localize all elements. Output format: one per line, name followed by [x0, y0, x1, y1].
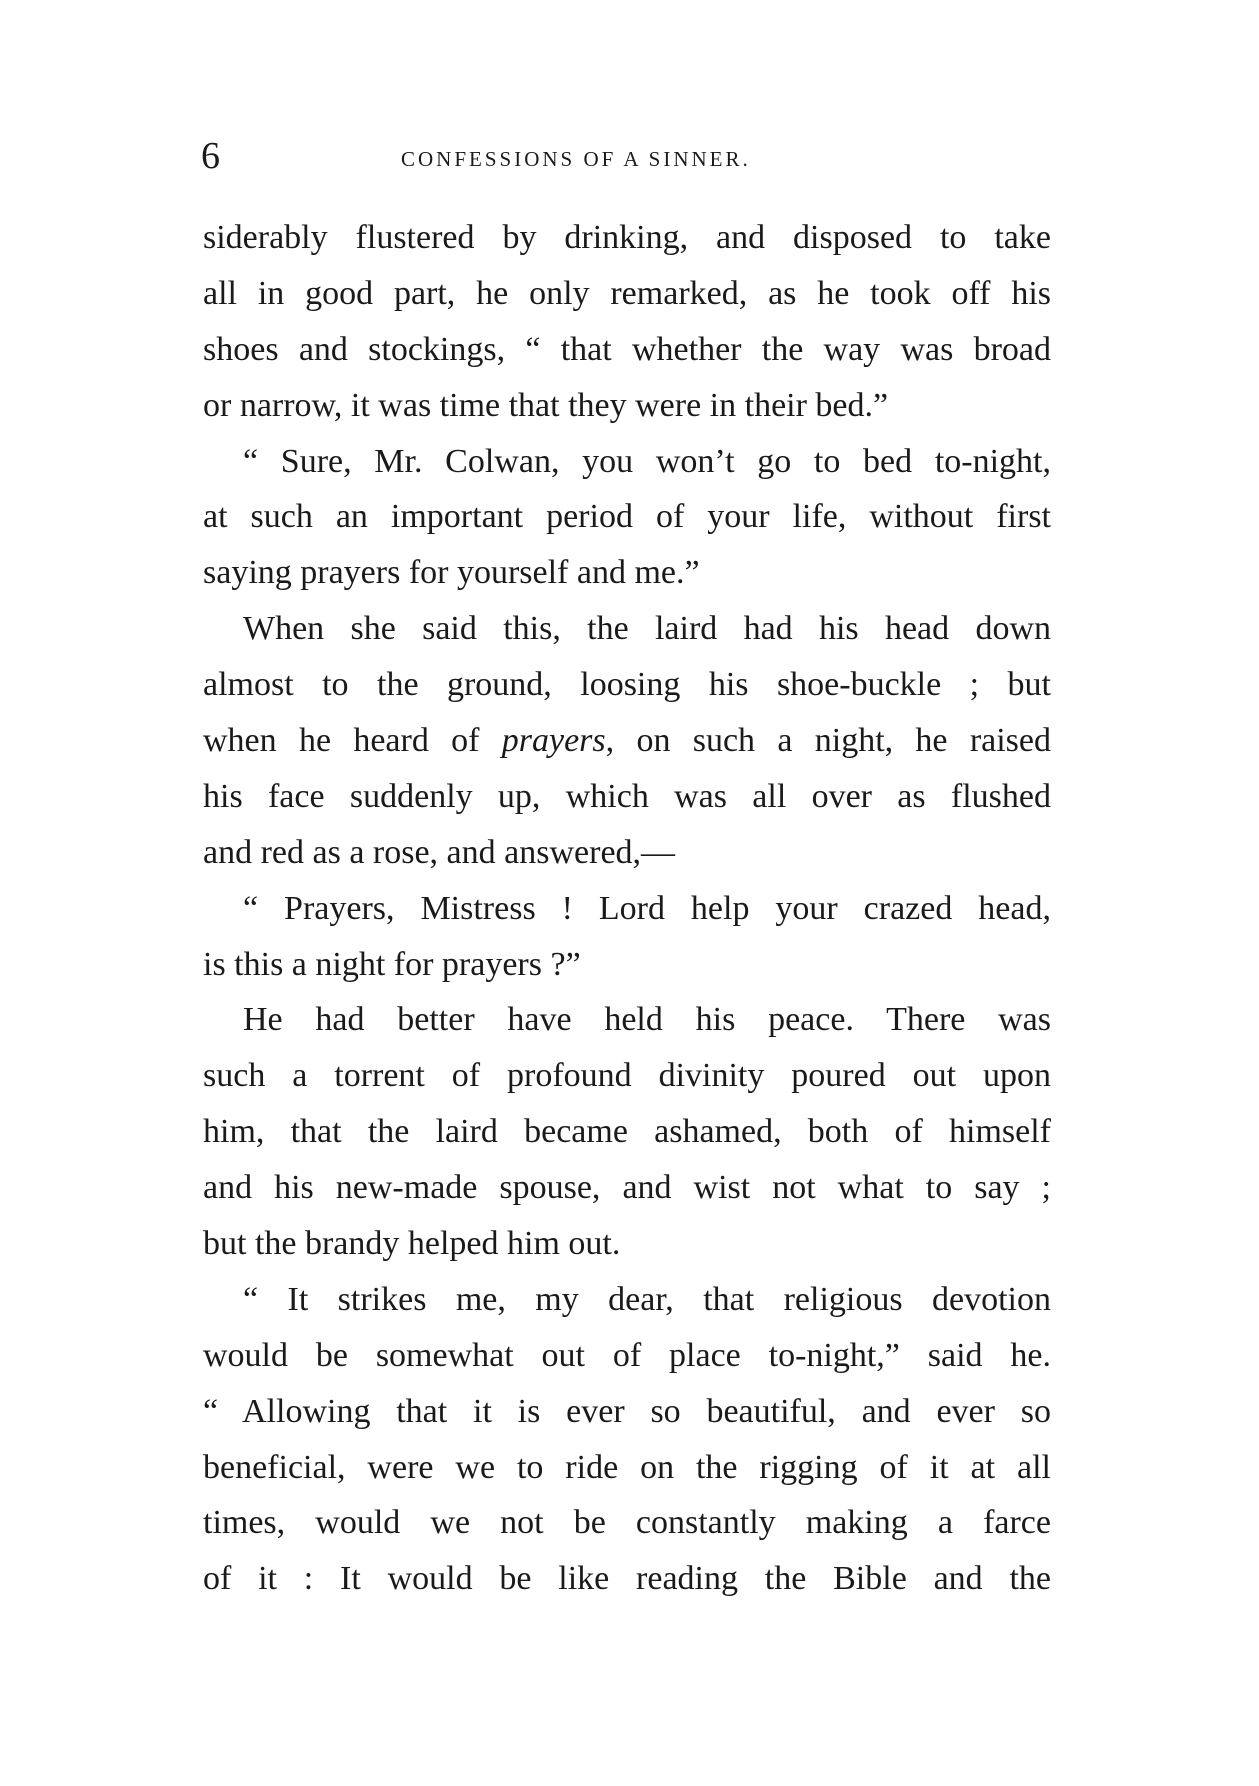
text-line: shoes and stockings, “ that whether the way was broad: [203, 330, 1051, 368]
text-line: him, that the laird became ashamed, both of himself: [203, 1113, 1051, 1151]
text-line: at such an important period of your life, without first: [203, 498, 1051, 536]
text-line: times, would we not be constantly making a farce: [203, 1504, 1051, 1542]
emphasis-text: prayers: [501, 722, 606, 760]
text-line: saying prayers for yourself and me.”: [203, 554, 700, 592]
text-line: would be somewhat out of place to-night,” said he.: [203, 1336, 1051, 1374]
text-line: all in good part, he only remarked, as he took off his: [203, 274, 1051, 312]
text-line: when he heard of prayers, on such a night, he raised: [203, 722, 1051, 760]
text-line: but the brandy helped him out.: [203, 1225, 621, 1263]
running-head: [201, 134, 1048, 184]
page-number: 6: [201, 135, 220, 177]
text-line: siderably flustered by drinking, and disposed to take: [203, 219, 1051, 256]
text-line: “ It strikes me, my dear, that religious devotion: [243, 1280, 1051, 1318]
text-line: “ Allowing that it is ever so beautiful, and ever so: [203, 1392, 1051, 1430]
text-line: such a torrent of profound divinity poured out upon: [203, 1057, 1051, 1095]
body-text: [203, 210, 1051, 1607]
text-line: beneficial, were we to ride on the rigging of it at all: [203, 1448, 1051, 1486]
text-line: his face suddenly up, which was all over as flushed: [203, 777, 1051, 815]
text-line: is this a night for prayers ?”: [203, 945, 581, 983]
text-line: and red as a rose, and answered,—: [203, 833, 676, 871]
text-line: or narrow, it was time that they were in their bed.”: [203, 386, 889, 424]
text-line: and his new-made spouse, and wist not what to say ;: [203, 1169, 1051, 1207]
text-line: “ Sure, Mr. Colwan, you won’t go to bed to-night,: [243, 442, 1051, 480]
text-line: of it : It would be like reading the Bible and the: [203, 1560, 1051, 1598]
running-title: CONFESSIONS OF A SINNER.: [401, 147, 751, 171]
text-line: When she said this, the laird had his head down: [243, 610, 1051, 648]
text-line: almost to the ground, loosing his shoe-buckle ; but: [203, 666, 1051, 704]
text-line: He had better have held his peace. There was: [243, 1001, 1051, 1039]
text-line: “ Prayers, Mistress ! Lord help your crazed head,: [243, 889, 1051, 927]
